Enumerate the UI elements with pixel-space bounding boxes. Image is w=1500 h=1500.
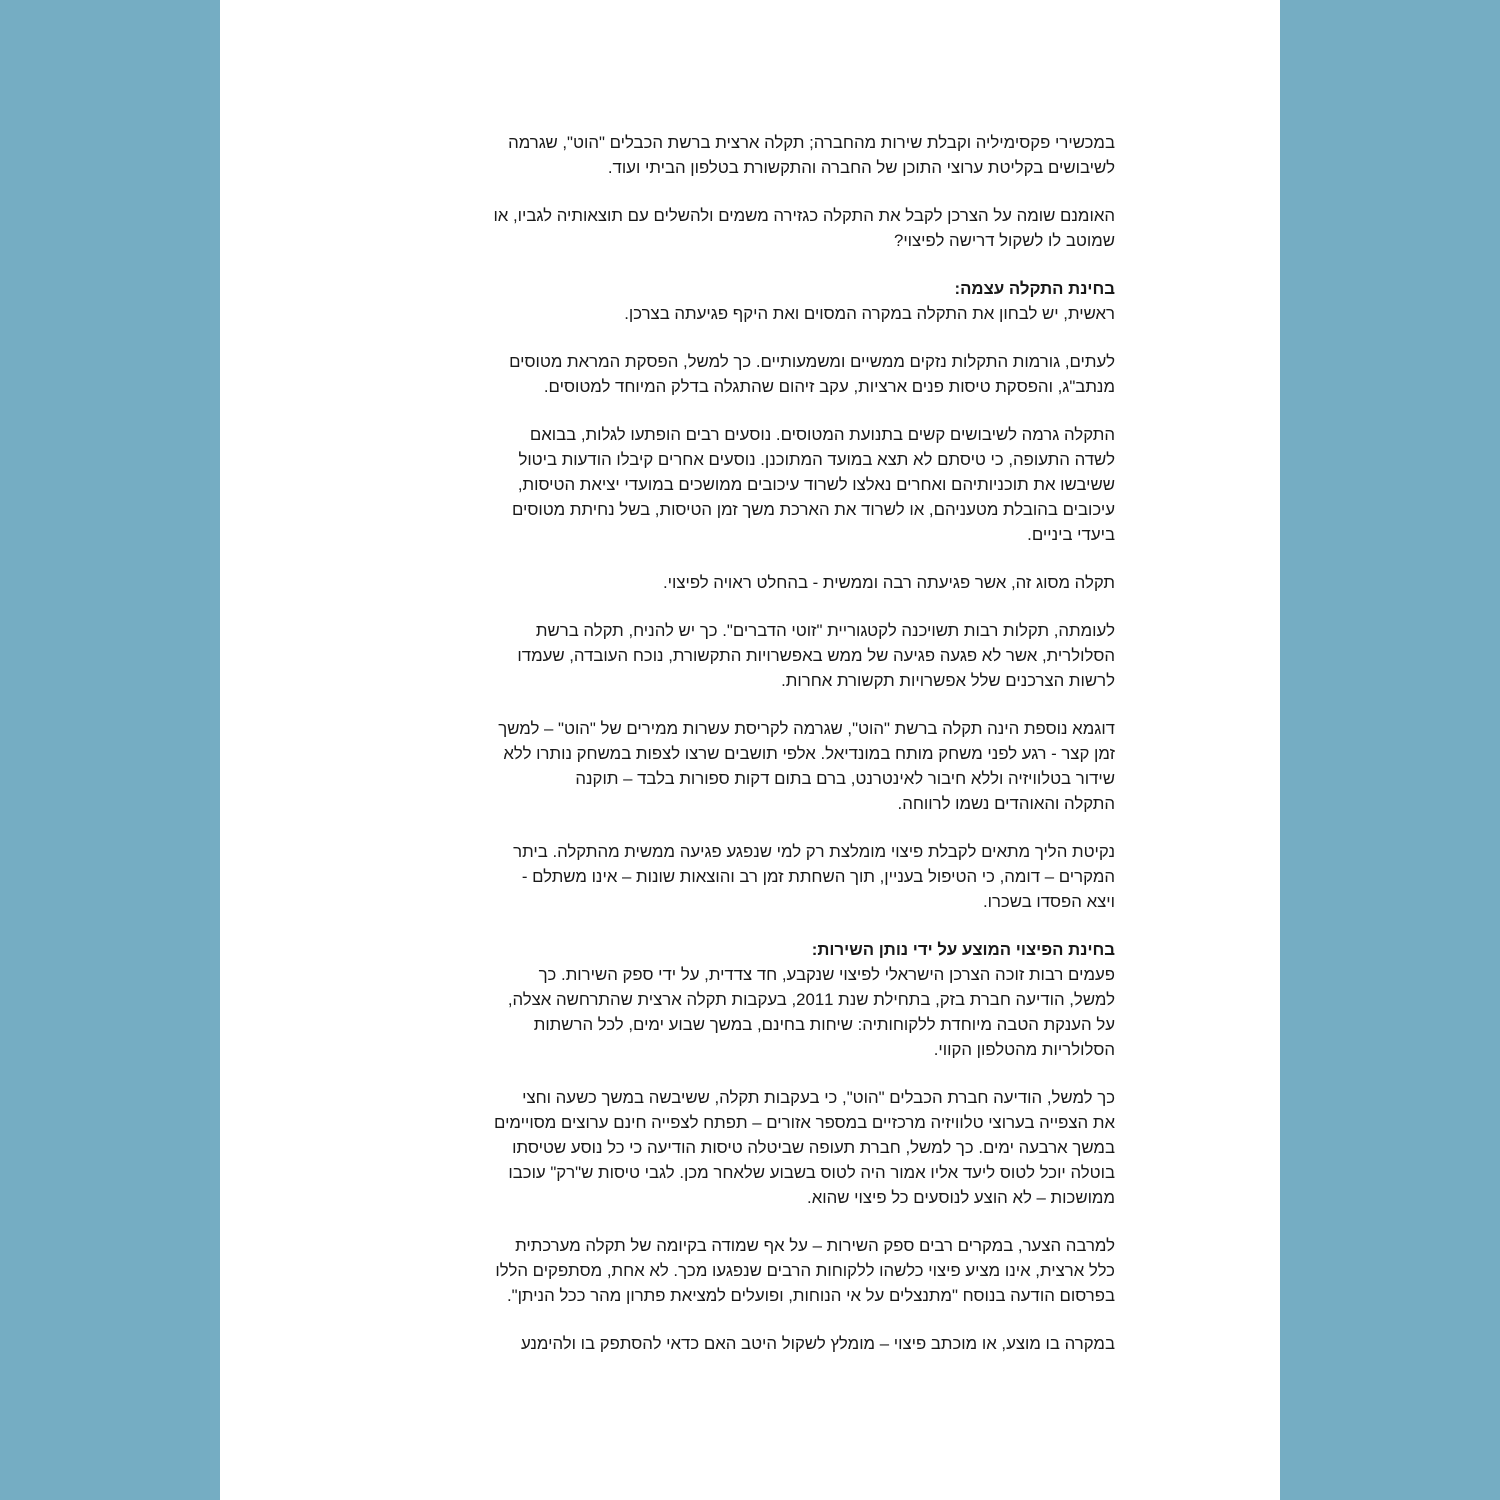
- text-line: עיכובים בהובלת מטעניהם, או לשרוד את הארכת משך זמן הטיסות, בשל נחיתת מטוסים: [511, 500, 1115, 519]
- text-line: ששיבשו את תוכניותיהם ואחרים נאלצו לשרוד עיכובים ממושכים במועדי יציאת הטיסות,: [517, 475, 1115, 494]
- text-line: האומנם שומה על הצרכן לקבל את התקלה כגזירה משמים ולהשלים עם תוצאותיה לגביו, או: [493, 206, 1115, 225]
- paragraph-5: [368, 422, 1115, 547]
- text-line: לעומתה, תקלות רבות תשויכנה לקטגוריית "זוטי הדברים". כך יש להניח, תקלה ברשת: [535, 621, 1115, 640]
- text-line: ויצא הפסדו בשכרו.: [982, 892, 1115, 911]
- text-line: לעתים, גורמות התקלות נזקים ממשיים ומשמעותיים. כך למשל, הפסקת המראת מטוסים: [509, 352, 1115, 371]
- text-line: התקלה גרמה לשיבושים קשים בתנועת המטוסים. נוסעים רבים הופתעו לגלות, בבואם: [529, 425, 1115, 444]
- text-line: נקיטת הליך מתאים לקבלת פיצוי מומלצת רק למי שנפגע פגיעה ממשית מהתקלה. ביתר: [513, 842, 1115, 861]
- paragraph-10: [368, 962, 1115, 1062]
- paragraph-13: [368, 1331, 1115, 1356]
- paragraph-6: [368, 570, 1115, 595]
- text-line: במכשירי פקסימיליה וקבלת שירות מהחברה; תקלה ארצית ברשת הכבלים "הוט", שגרמה: [508, 133, 1115, 152]
- text-line: שמוטב לו לשקול דרישה לפיצוי?: [893, 231, 1115, 250]
- text-line: במקרה בו מוצע, או מוכתב פיצוי – מומלץ לשקול היטב האם כדאי להסתפק בו ולהימנע: [520, 1334, 1115, 1353]
- text-line: לרשות הצרכנים שלל אפשרויות תקשורת אחרות.: [781, 671, 1115, 690]
- text-line: במשך ארבעה ימים. כך למשל, חברת תעופה שביטלה טיסות הודיעה כי כל נוסע שטיסתו: [512, 1138, 1115, 1157]
- text-line: המקרים – דומה, כי הטיפול בעניין, תוך השחתת זמן רב והוצאות שונות – אינו משתלם -: [521, 867, 1115, 886]
- section-1: [368, 276, 1115, 326]
- text-line: בוטלה יוכל לטוס ליעד אליו אמור היה לטוס בשבוע שלאחר מכן. לגבי טיסות ש"רק" עוכבו: [508, 1163, 1115, 1182]
- paragraph-12: [368, 1233, 1115, 1308]
- paragraph-4: [368, 349, 1115, 399]
- text-line: כך למשל, הודיעה חברת הכבלים "הוט", כי בעקבות תקלה, ששיבשה במשך כשעה וחצי: [522, 1088, 1115, 1107]
- text-line: לשיבושים בקליטת ערוצי התוכן של החברה והתקשורת בטלפון הביתי ועוד.: [607, 158, 1115, 177]
- section-2: [368, 937, 1115, 1062]
- document-body: [368, 130, 1115, 1379]
- text-line: תקלה מסוג זה, אשר פגיעתה רבה וממשית - בהחלט ראויה לפיצוי.: [662, 573, 1115, 592]
- paragraph-7: [368, 618, 1115, 693]
- text-line: לשדה התעופה, כי טיסתם לא תצא במועד המתוכנן. נוסעים אחרים קיבלו הודעות ביטול: [518, 450, 1115, 469]
- text-line: למרבה הצער, במקרים רבים ספק השירות – על אף שמודה בקיומה של תקלה מערכתית: [515, 1236, 1115, 1255]
- text-line: ממושכות – לא הוצע לנוסעים כל פיצוי שהוא.: [807, 1188, 1115, 1207]
- text-line: למשל, הודיעה חברת בזק, בתחילת שנת 2011, בעקבות תקלה ארצית שהתרחשה אצלה,: [507, 990, 1115, 1009]
- paragraph-1: [368, 130, 1115, 180]
- text-line: כלל ארצית, אינו מציע פיצוי כלשהו ללקוחות הרבים שנפגעו מכך. לא אחת, מסתפקים הללו: [495, 1261, 1115, 1280]
- paragraph-8: [368, 716, 1115, 816]
- paragraph-11: [368, 1085, 1115, 1210]
- text-line: מנתב"ג, והפסקת טיסות פנים ארציות, עקב זיהום שהתגלה בדלק המיוחד למטוסים.: [543, 377, 1115, 396]
- text-line: ראשית, יש לבחון את התקלה במקרה המסוים ואת היקף פגיעתה בצרכן.: [624, 304, 1115, 323]
- text-line: בפרסום הודעה בנוסח "מתנצלים על אי הנוחות, ופועלים למציאת פתרון מהר ככל הניתן".: [506, 1286, 1115, 1305]
- text-line: שידור בטלוויזיה וללא חיבור לאינטרנט, ברם בתום דקות ספורות בלבד – תוקנה: [575, 769, 1115, 788]
- text-line: התקלה והאוהדים נשמו לרווחה.: [897, 794, 1115, 813]
- text-line: הסלולרית, אשר לא פגעה פגיעה של ממש באפשרויות התקשורת, נוכח העובדה, שעמדו: [517, 646, 1115, 665]
- text-line: פעמים רבות זוכה הצרכן הישראלי לפיצוי שנקבע, חד צדדית, על ידי ספק השירות. כך: [538, 965, 1115, 984]
- text-line: זמן קצר - רגע לפני משחק מותח במונדיאל. אלפי תושבים שרצו לצפות במשחק נותרו ללא: [503, 744, 1115, 763]
- text-line: על הענקת הטבה מיוחדת ללקוחותיה: שיחות בחינם, במשך שבוע ימים, לכל הרשתות: [533, 1015, 1115, 1034]
- text-line: הסלולריות מהטלפון הקווי.: [933, 1040, 1115, 1059]
- document-page: [220, 0, 1280, 1500]
- section-heading: בחינת הפיצוי המוצע על ידי נותן השירות:: [811, 940, 1115, 959]
- paragraph-3: [368, 301, 1115, 326]
- paragraph-9: [368, 839, 1115, 914]
- text-line: ביעדי ביניים.: [1027, 525, 1115, 544]
- text-line: את הצפייה בערוצי טלוויזיה מרכזיים במספר אזורים – תפתח לצפייה חינם ערוצים מסויימים: [494, 1113, 1115, 1132]
- section-heading: בחינת התקלה עצמה:: [954, 279, 1115, 298]
- text-line: דוגמא נוספת הינה תקלה ברשת "הוט", שגרמה לקריסת עשרות ממירים של "הוט" – למשך: [498, 719, 1115, 738]
- paragraph-2: [368, 203, 1115, 253]
